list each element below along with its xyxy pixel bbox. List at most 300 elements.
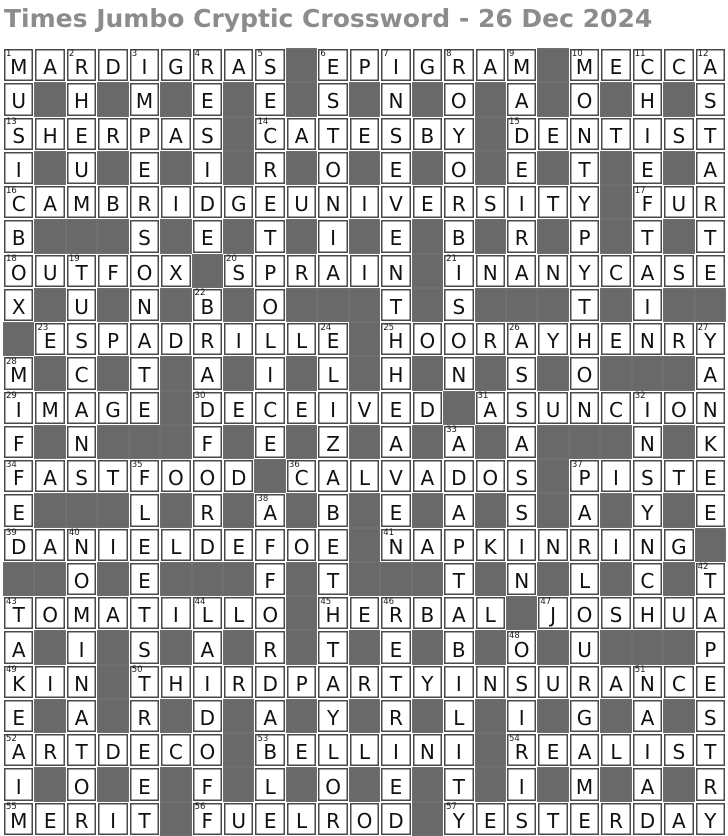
cell-r1-c7[interactable]: [192, 48, 223, 82]
cell-r18-c15[interactable]: [443, 630, 474, 664]
cell-r17-c14[interactable]: [412, 596, 443, 630]
cell-r15-c17[interactable]: [506, 528, 537, 562]
cell-r19-c17[interactable]: [506, 665, 537, 699]
cell-r9-c19[interactable]: [569, 322, 600, 356]
cell-r22-c15[interactable]: [443, 767, 474, 801]
cell-r5-c5[interactable]: [129, 185, 160, 219]
cell-r9-c4[interactable]: [97, 322, 128, 356]
cell-r2-c23[interactable]: [695, 82, 726, 116]
cell-r15-c22[interactable]: [663, 528, 694, 562]
cell-r19-c18[interactable]: [537, 665, 568, 699]
cell-r3-c12[interactable]: [349, 117, 380, 151]
cell-r21-c12[interactable]: [349, 733, 380, 767]
cell-r21-c7[interactable]: [192, 733, 223, 767]
cell-r21-c18[interactable]: [537, 733, 568, 767]
cell-r20-c23[interactable]: [695, 699, 726, 733]
cell-r6-c5[interactable]: [129, 219, 160, 253]
cell-r8-c21[interactable]: [632, 288, 663, 322]
cell-r4-c9[interactable]: [254, 151, 285, 185]
cell-r2-c9[interactable]: [254, 82, 285, 116]
cell-r1-c11[interactable]: [317, 48, 348, 82]
cell-r5-c21[interactable]: [632, 185, 663, 219]
cell-r7-c21[interactable]: [632, 254, 663, 288]
cell-r6-c23[interactable]: [695, 219, 726, 253]
cell-r14-c13[interactable]: [380, 493, 411, 527]
cell-r23-c12[interactable]: [349, 802, 380, 836]
cell-r14-c19[interactable]: [569, 493, 600, 527]
cell-r11-c5[interactable]: [129, 391, 160, 425]
cell-r4-c11[interactable]: [317, 151, 348, 185]
cell-r3-c9[interactable]: [254, 117, 285, 151]
cell-r5-c19[interactable]: [569, 185, 600, 219]
cell-r15-c11[interactable]: [317, 528, 348, 562]
cell-r12-c13[interactable]: [380, 425, 411, 459]
cell-r11-c11[interactable]: [317, 391, 348, 425]
cell-r19-c22[interactable]: [663, 665, 694, 699]
cell-r9-c3[interactable]: [66, 322, 97, 356]
cell-r1-c22[interactable]: [663, 48, 694, 82]
cell-r1-c12[interactable]: [349, 48, 380, 82]
cell-r21-c19[interactable]: [569, 733, 600, 767]
cell-r9-c23[interactable]: [695, 322, 726, 356]
cell-r3-c5[interactable]: [129, 117, 160, 151]
cell-r21-c4[interactable]: [97, 733, 128, 767]
cell-r1-c21[interactable]: [632, 48, 663, 82]
cell-r23-c20[interactable]: [600, 802, 631, 836]
cell-r7-c1[interactable]: [3, 254, 34, 288]
cell-r17-c7[interactable]: [192, 596, 223, 630]
cell-r4-c5[interactable]: [129, 151, 160, 185]
cell-r6-c19[interactable]: [569, 219, 600, 253]
cell-r18-c13[interactable]: [380, 630, 411, 664]
cell-r14-c23[interactable]: [695, 493, 726, 527]
cell-r9-c5[interactable]: [129, 322, 160, 356]
cell-r3-c6[interactable]: [160, 117, 191, 151]
cell-r16-c17[interactable]: [506, 562, 537, 596]
cell-r5-c6[interactable]: [160, 185, 191, 219]
cell-r12-c17[interactable]: [506, 425, 537, 459]
cell-r17-c22[interactable]: [663, 596, 694, 630]
cell-r14-c17[interactable]: [506, 493, 537, 527]
cell-r11-c13[interactable]: [380, 391, 411, 425]
cell-r19-c21[interactable]: [632, 665, 663, 699]
cell-r13-c7[interactable]: [192, 459, 223, 493]
cell-r5-c14[interactable]: [412, 185, 443, 219]
cell-r13-c16[interactable]: [475, 459, 506, 493]
cell-r11-c14[interactable]: [412, 391, 443, 425]
cell-r11-c7[interactable]: [192, 391, 223, 425]
cell-r17-c20[interactable]: [600, 596, 631, 630]
cell-r10-c3[interactable]: [66, 356, 97, 390]
cell-r3-c4[interactable]: [97, 117, 128, 151]
cell-r17-c4[interactable]: [97, 596, 128, 630]
cell-r6-c15[interactable]: [443, 219, 474, 253]
cell-r19-c11[interactable]: [317, 665, 348, 699]
cell-r4-c17[interactable]: [506, 151, 537, 185]
cell-r23-c19[interactable]: [569, 802, 600, 836]
cell-r4-c3[interactable]: [66, 151, 97, 185]
cell-r11-c17[interactable]: [506, 391, 537, 425]
cell-r9-c2[interactable]: [34, 322, 65, 356]
cell-r13-c12[interactable]: [349, 459, 380, 493]
cell-r7-c12[interactable]: [349, 254, 380, 288]
cell-r2-c5[interactable]: [129, 82, 160, 116]
cell-r19-c19[interactable]: [569, 665, 600, 699]
cell-r15-c9[interactable]: [254, 528, 285, 562]
cell-r21-c20[interactable]: [600, 733, 631, 767]
cell-r11-c9[interactable]: [254, 391, 285, 425]
cell-r23-c17[interactable]: [506, 802, 537, 836]
cell-r21-c14[interactable]: [412, 733, 443, 767]
cell-r17-c16[interactable]: [475, 596, 506, 630]
cell-r23-c18[interactable]: [537, 802, 568, 836]
cell-r11-c3[interactable]: [66, 391, 97, 425]
cell-r23-c9[interactable]: [254, 802, 285, 836]
cell-r16-c23[interactable]: [695, 562, 726, 596]
cell-r1-c19[interactable]: [569, 48, 600, 82]
cell-r5-c8[interactable]: [223, 185, 254, 219]
cell-r1-c15[interactable]: [443, 48, 474, 82]
cell-r13-c11[interactable]: [317, 459, 348, 493]
cell-r3-c21[interactable]: [632, 117, 663, 151]
cell-r17-c12[interactable]: [349, 596, 380, 630]
cell-r10-c19[interactable]: [569, 356, 600, 390]
cell-r11-c10[interactable]: [286, 391, 317, 425]
cell-r23-c3[interactable]: [66, 802, 97, 836]
cell-r1-c17[interactable]: [506, 48, 537, 82]
cell-r10-c7[interactable]: [192, 356, 223, 390]
cell-r23-c4[interactable]: [97, 802, 128, 836]
cell-r20-c21[interactable]: [632, 699, 663, 733]
cell-r14-c9[interactable]: [254, 493, 285, 527]
cell-r13-c14[interactable]: [412, 459, 443, 493]
cell-r9-c13[interactable]: [380, 322, 411, 356]
cell-r7-c16[interactable]: [475, 254, 506, 288]
cell-r16-c9[interactable]: [254, 562, 285, 596]
cell-r9-c10[interactable]: [286, 322, 317, 356]
cell-r10-c11[interactable]: [317, 356, 348, 390]
cell-r20-c17[interactable]: [506, 699, 537, 733]
cell-r17-c6[interactable]: [160, 596, 191, 630]
cell-r9-c20[interactable]: [600, 322, 631, 356]
cell-r23-c7[interactable]: [192, 802, 223, 836]
cell-r19-c8[interactable]: [223, 665, 254, 699]
cell-r16-c11[interactable]: [317, 562, 348, 596]
cell-r19-c3[interactable]: [66, 665, 97, 699]
cell-r6-c13[interactable]: [380, 219, 411, 253]
cell-r7-c2[interactable]: [34, 254, 65, 288]
cell-r10-c1[interactable]: [3, 356, 34, 390]
cell-r3-c20[interactable]: [600, 117, 631, 151]
cell-r12-c7[interactable]: [192, 425, 223, 459]
cell-r3-c2[interactable]: [34, 117, 65, 151]
cell-r3-c15[interactable]: [443, 117, 474, 151]
cell-r9-c7[interactable]: [192, 322, 223, 356]
cell-r20-c1[interactable]: [3, 699, 34, 733]
cell-r12-c23[interactable]: [695, 425, 726, 459]
cell-r11-c23[interactable]: [695, 391, 726, 425]
cell-r1-c16[interactable]: [475, 48, 506, 82]
cell-r5-c17[interactable]: [506, 185, 537, 219]
cell-r23-c21[interactable]: [632, 802, 663, 836]
cell-r2-c13[interactable]: [380, 82, 411, 116]
cell-r1-c5[interactable]: [129, 48, 160, 82]
cell-r5-c16[interactable]: [475, 185, 506, 219]
cell-r1-c13[interactable]: [380, 48, 411, 82]
cell-r3-c13[interactable]: [380, 117, 411, 151]
cell-r12-c9[interactable]: [254, 425, 285, 459]
cell-r21-c5[interactable]: [129, 733, 160, 767]
cell-r5-c13[interactable]: [380, 185, 411, 219]
cell-r11-c22[interactable]: [663, 391, 694, 425]
cell-r17-c23[interactable]: [695, 596, 726, 630]
cell-r4-c23[interactable]: [695, 151, 726, 185]
cell-r5-c7[interactable]: [192, 185, 223, 219]
cell-r19-c7[interactable]: [192, 665, 223, 699]
cell-r18-c17[interactable]: [506, 630, 537, 664]
cell-r13-c21[interactable]: [632, 459, 663, 493]
cell-r18-c9[interactable]: [254, 630, 285, 664]
cell-r3-c14[interactable]: [412, 117, 443, 151]
cell-r20-c11[interactable]: [317, 699, 348, 733]
cell-r12-c1[interactable]: [3, 425, 34, 459]
cell-r19-c2[interactable]: [34, 665, 65, 699]
cell-r1-c3[interactable]: [66, 48, 97, 82]
cell-r17-c21[interactable]: [632, 596, 663, 630]
cell-r11-c19[interactable]: [569, 391, 600, 425]
cell-r22-c19[interactable]: [569, 767, 600, 801]
cell-r13-c17[interactable]: [506, 459, 537, 493]
cell-r21-c17[interactable]: [506, 733, 537, 767]
cell-r9-c16[interactable]: [475, 322, 506, 356]
cell-r1-c1[interactable]: [3, 48, 34, 82]
cell-r7-c23[interactable]: [695, 254, 726, 288]
cell-r18-c7[interactable]: [192, 630, 223, 664]
cell-r23-c15[interactable]: [443, 802, 474, 836]
cell-r11-c8[interactable]: [223, 391, 254, 425]
cell-r21-c15[interactable]: [443, 733, 474, 767]
cell-r5-c4[interactable]: [97, 185, 128, 219]
cell-r2-c15[interactable]: [443, 82, 474, 116]
cell-r21-c23[interactable]: [695, 733, 726, 767]
cell-r7-c11[interactable]: [317, 254, 348, 288]
cell-r20-c5[interactable]: [129, 699, 160, 733]
cell-r15-c8[interactable]: [223, 528, 254, 562]
cell-r15-c16[interactable]: [475, 528, 506, 562]
cell-r7-c9[interactable]: [254, 254, 285, 288]
cell-r16-c15[interactable]: [443, 562, 474, 596]
cell-r4-c13[interactable]: [380, 151, 411, 185]
cell-r4-c19[interactable]: [569, 151, 600, 185]
cell-r17-c3[interactable]: [66, 596, 97, 630]
cell-r10-c13[interactable]: [380, 356, 411, 390]
cell-r23-c23[interactable]: [695, 802, 726, 836]
cell-r6-c17[interactable]: [506, 219, 537, 253]
cell-r23-c11[interactable]: [317, 802, 348, 836]
cell-r13-c15[interactable]: [443, 459, 474, 493]
cell-r1-c8[interactable]: [223, 48, 254, 82]
cell-r6-c11[interactable]: [317, 219, 348, 253]
cell-r13-c4[interactable]: [97, 459, 128, 493]
cell-r5-c9[interactable]: [254, 185, 285, 219]
cell-r22-c3[interactable]: [66, 767, 97, 801]
cell-r3-c18[interactable]: [537, 117, 568, 151]
cell-r2-c19[interactable]: [569, 82, 600, 116]
cell-r13-c5[interactable]: [129, 459, 160, 493]
cell-r5-c15[interactable]: [443, 185, 474, 219]
cell-r8-c9[interactable]: [254, 288, 285, 322]
cell-r8-c5[interactable]: [129, 288, 160, 322]
cell-r13-c19[interactable]: [569, 459, 600, 493]
cell-r9-c14[interactable]: [412, 322, 443, 356]
cell-r5-c12[interactable]: [349, 185, 380, 219]
cell-r19-c10[interactable]: [286, 665, 317, 699]
cell-r8-c3[interactable]: [66, 288, 97, 322]
cell-r17-c19[interactable]: [569, 596, 600, 630]
cell-r21-c22[interactable]: [663, 733, 694, 767]
cell-r7-c19[interactable]: [569, 254, 600, 288]
cell-r2-c17[interactable]: [506, 82, 537, 116]
cell-r15-c5[interactable]: [129, 528, 160, 562]
cell-r3-c3[interactable]: [66, 117, 97, 151]
cell-r4-c21[interactable]: [632, 151, 663, 185]
cell-r14-c21[interactable]: [632, 493, 663, 527]
cell-r22-c7[interactable]: [192, 767, 223, 801]
cell-r17-c13[interactable]: [380, 596, 411, 630]
cell-r23-c22[interactable]: [663, 802, 694, 836]
cell-r5-c23[interactable]: [695, 185, 726, 219]
cell-r15-c13[interactable]: [380, 528, 411, 562]
cell-r8-c1[interactable]: [3, 288, 34, 322]
cell-r7-c4[interactable]: [97, 254, 128, 288]
cell-r16-c5[interactable]: [129, 562, 160, 596]
cell-r1-c2[interactable]: [34, 48, 65, 82]
cell-r9-c9[interactable]: [254, 322, 285, 356]
cell-r19-c9[interactable]: [254, 665, 285, 699]
cell-r11-c21[interactable]: [632, 391, 663, 425]
cell-r5-c3[interactable]: [66, 185, 97, 219]
cell-r15-c10[interactable]: [286, 528, 317, 562]
cell-r13-c2[interactable]: [34, 459, 65, 493]
cell-r1-c23[interactable]: [695, 48, 726, 82]
cell-r4-c7[interactable]: [192, 151, 223, 185]
cell-r14-c15[interactable]: [443, 493, 474, 527]
cell-r12-c11[interactable]: [317, 425, 348, 459]
cell-r15-c7[interactable]: [192, 528, 223, 562]
cell-r7-c5[interactable]: [129, 254, 160, 288]
cell-r9-c15[interactable]: [443, 322, 474, 356]
cell-r1-c14[interactable]: [412, 48, 443, 82]
cell-r19-c15[interactable]: [443, 665, 474, 699]
cell-r19-c16[interactable]: [475, 665, 506, 699]
cell-r21-c9[interactable]: [254, 733, 285, 767]
cell-r10-c17[interactable]: [506, 356, 537, 390]
cell-r18-c11[interactable]: [317, 630, 348, 664]
cell-r11-c2[interactable]: [34, 391, 65, 425]
cell-r20-c9[interactable]: [254, 699, 285, 733]
cell-r19-c13[interactable]: [380, 665, 411, 699]
cell-r4-c1[interactable]: [3, 151, 34, 185]
cell-r17-c9[interactable]: [254, 596, 285, 630]
cell-r23-c13[interactable]: [380, 802, 411, 836]
cell-r8-c7[interactable]: [192, 288, 223, 322]
cell-r2-c1[interactable]: [3, 82, 34, 116]
cell-r23-c2[interactable]: [34, 802, 65, 836]
cell-r15-c19[interactable]: [569, 528, 600, 562]
cell-r14-c1[interactable]: [3, 493, 34, 527]
cell-r1-c20[interactable]: [600, 48, 631, 82]
cell-r13-c20[interactable]: [600, 459, 631, 493]
cell-r9-c6[interactable]: [160, 322, 191, 356]
cell-r11-c1[interactable]: [3, 391, 34, 425]
cell-r17-c5[interactable]: [129, 596, 160, 630]
cell-r13-c3[interactable]: [66, 459, 97, 493]
cell-r18-c1[interactable]: [3, 630, 34, 664]
cell-r7-c8[interactable]: [223, 254, 254, 288]
cell-r14-c11[interactable]: [317, 493, 348, 527]
cell-r22-c9[interactable]: [254, 767, 285, 801]
cell-r21-c21[interactable]: [632, 733, 663, 767]
cell-r20-c13[interactable]: [380, 699, 411, 733]
cell-r9-c21[interactable]: [632, 322, 663, 356]
cell-r21-c13[interactable]: [380, 733, 411, 767]
cell-r11-c20[interactable]: [600, 391, 631, 425]
cell-r18-c19[interactable]: [569, 630, 600, 664]
cell-r21-c2[interactable]: [34, 733, 65, 767]
cell-r10-c5[interactable]: [129, 356, 160, 390]
cell-r10-c23[interactable]: [695, 356, 726, 390]
cell-r1-c4[interactable]: [97, 48, 128, 82]
cell-r19-c6[interactable]: [160, 665, 191, 699]
cell-r16-c19[interactable]: [569, 562, 600, 596]
cell-r3-c17[interactable]: [506, 117, 537, 151]
cell-r10-c15[interactable]: [443, 356, 474, 390]
cell-r22-c21[interactable]: [632, 767, 663, 801]
cell-r19-c5[interactable]: [129, 665, 160, 699]
cell-r15-c20[interactable]: [600, 528, 631, 562]
cell-r20-c19[interactable]: [569, 699, 600, 733]
cell-r15-c6[interactable]: [160, 528, 191, 562]
cell-r7-c15[interactable]: [443, 254, 474, 288]
cell-r7-c18[interactable]: [537, 254, 568, 288]
cell-r6-c9[interactable]: [254, 219, 285, 253]
cell-r19-c20[interactable]: [600, 665, 631, 699]
cell-r20-c15[interactable]: [443, 699, 474, 733]
cell-r12-c15[interactable]: [443, 425, 474, 459]
cell-r16-c21[interactable]: [632, 562, 663, 596]
cell-r15-c4[interactable]: [97, 528, 128, 562]
cell-r11-c12[interactable]: [349, 391, 380, 425]
cell-r23-c5[interactable]: [129, 802, 160, 836]
cell-r22-c1[interactable]: [3, 767, 34, 801]
cell-r23-c8[interactable]: [223, 802, 254, 836]
cell-r8-c15[interactable]: [443, 288, 474, 322]
cell-r21-c3[interactable]: [66, 733, 97, 767]
cell-r23-c1[interactable]: [3, 802, 34, 836]
cell-r22-c5[interactable]: [129, 767, 160, 801]
cell-r19-c1[interactable]: [3, 665, 34, 699]
cell-r17-c18[interactable]: [537, 596, 568, 630]
cell-r9-c18[interactable]: [537, 322, 568, 356]
cell-r13-c6[interactable]: [160, 459, 191, 493]
cell-r8-c13[interactable]: [380, 288, 411, 322]
cell-r16-c3[interactable]: [66, 562, 97, 596]
cell-r14-c7[interactable]: [192, 493, 223, 527]
cell-r5-c2[interactable]: [34, 185, 65, 219]
cell-r13-c13[interactable]: [380, 459, 411, 493]
cell-r12-c3[interactable]: [66, 425, 97, 459]
cell-r7-c10[interactable]: [286, 254, 317, 288]
